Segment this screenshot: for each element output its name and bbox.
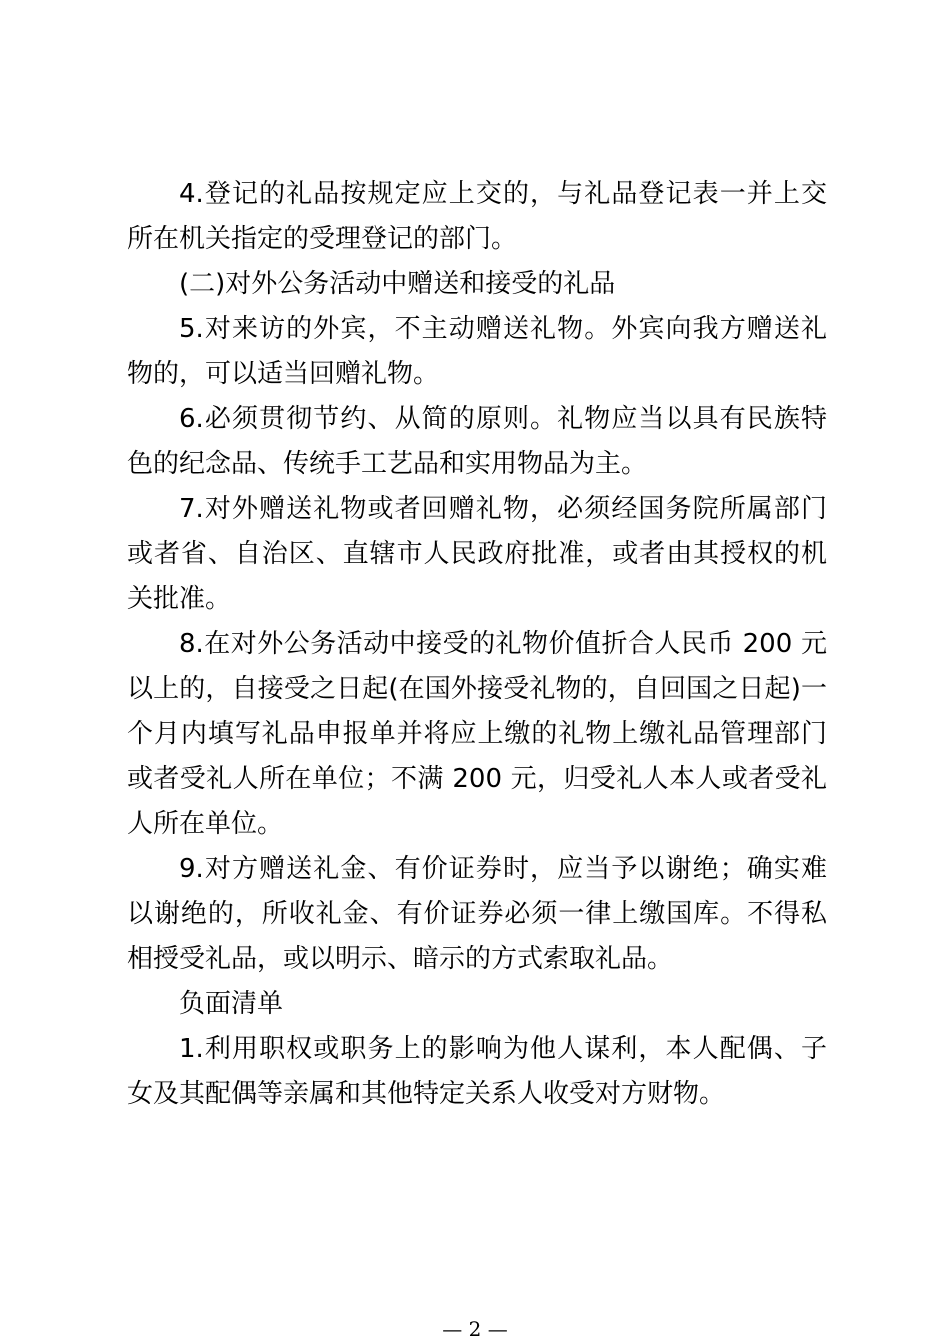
- section-heading-negative-list: 负面清单: [179, 989, 284, 1019]
- paragraph-item-6: 6.必须贯彻节约、从简的原则。礼物应当以具有民族特色的纪念品、传统手工艺品和实用物品为主。: [127, 404, 827, 479]
- document-body: [127, 172, 827, 1117]
- paragraph-item-5: 5.对来访的外宾，不主动赠送礼物。外宾向我方赠送礼物的，可以适当回赠礼物。: [127, 314, 827, 389]
- paragraph-negative-item-1: 1.利用职权或职务上的影响为他人谋利，本人配偶、子女及其配偶等亲属和其他特定关系人收受对方财物。: [127, 1034, 827, 1109]
- page-number: — 2 —: [442, 1317, 508, 1341]
- paragraph-item-7: 7.对外赠送礼物或者回赠礼物，必须经国务院所属部门或者省、自治区、直辖市人民政府批准，或者由其授权的机关批准。: [127, 494, 827, 614]
- section-heading-foreign-gifts: (二)对外公务活动中赠送和接受的礼品: [179, 269, 616, 299]
- paragraph-item-9: 9.对方赠送礼金、有价证券时，应当予以谢绝；确实难以谢绝的，所收礼金、有价证券必须一律上缴国库。不得私相授受礼品，或以明示、暗示的方式索取礼品。: [127, 854, 827, 974]
- paragraph-item-4: 4.登记的礼品按规定应上交的，与礼品登记表一并上交所在机关指定的受理登记的部门。: [127, 179, 827, 254]
- paragraph-item-8: 8.在对外公务活动中接受的礼物价值折合人民币 200 元以上的，自接受之日起(在国外接受礼物的，自回国之日起)一个月内填写礼品申报单并将应上缴的礼物上缴礼品管理部门或者受礼人所在单位；不满 200 元，归受礼人本人或者受礼人所在单位。: [127, 629, 827, 839]
